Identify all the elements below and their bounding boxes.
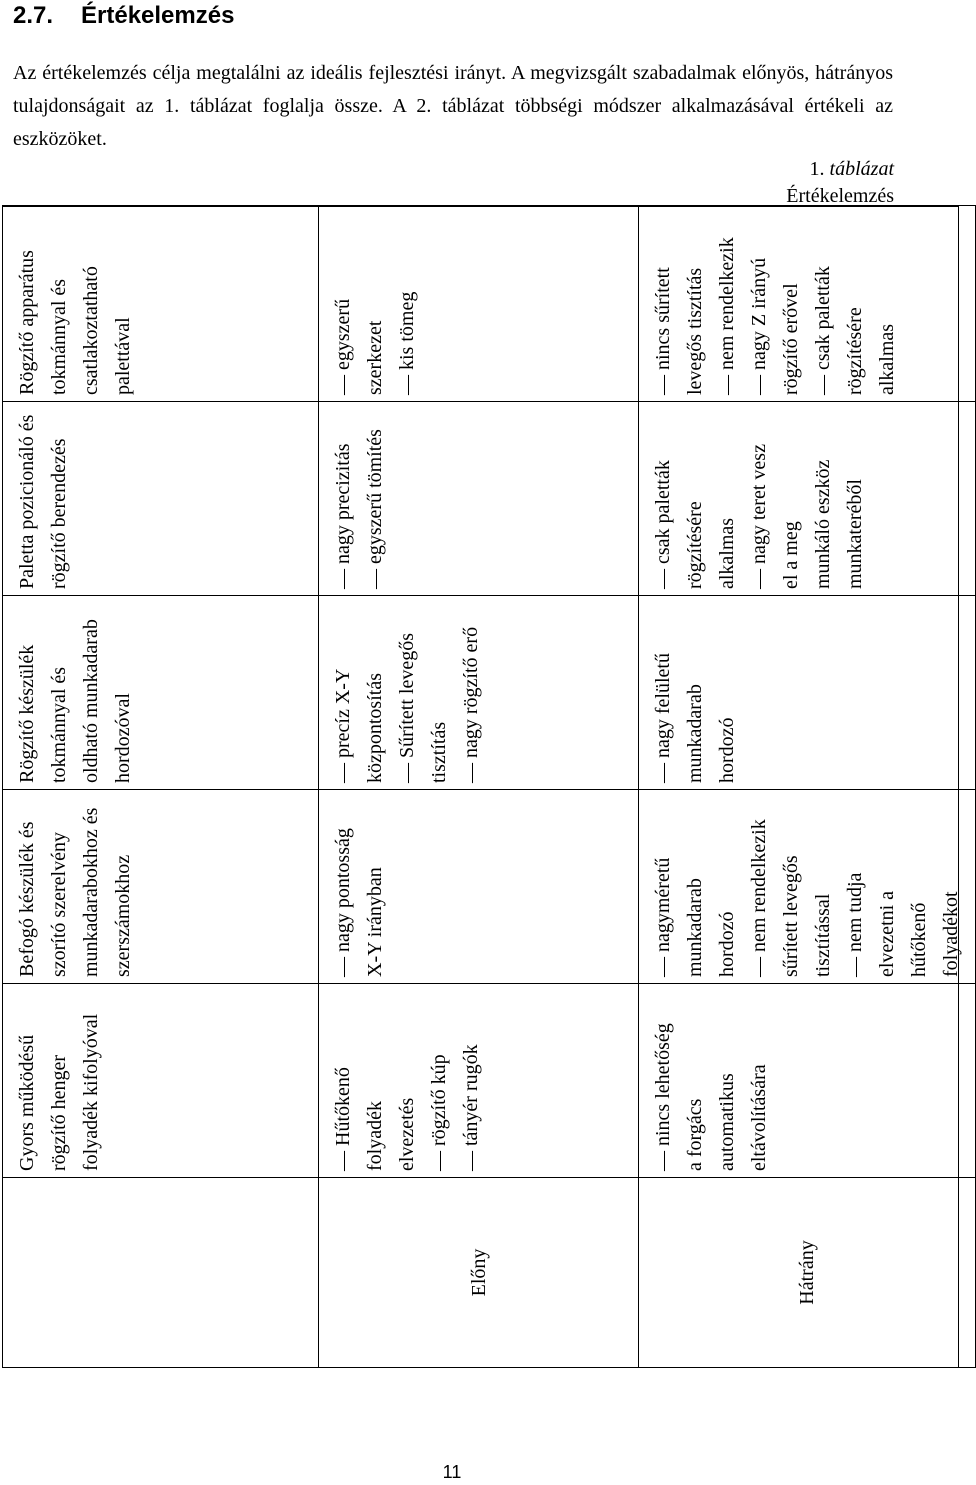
- table-cell: [639, 790, 976, 984]
- cell-line: szerkezet: [364, 320, 386, 395]
- cell-line: — precíz X-Y: [327, 602, 359, 783]
- cell-line: — nincs sűrített: [647, 212, 679, 395]
- cell-line: folyadék: [364, 1101, 386, 1171]
- cell-line: alkalmas: [716, 517, 738, 589]
- table-cell: [319, 206, 639, 402]
- table-cell: [319, 402, 639, 596]
- cell-line: központosítás: [364, 673, 386, 783]
- cell-line: hordozó: [716, 911, 738, 977]
- table-cell: [639, 206, 976, 402]
- header-row: [3, 206, 319, 1368]
- evaluation-table: [2, 205, 976, 1368]
- header-cell: Befogó készülék és szorító szerelvény munkadarabokhoz és szerszámokhoz: [3, 790, 319, 984]
- cell-line: munkateréből: [844, 479, 866, 589]
- cell-line: — tányér rugók: [455, 990, 487, 1171]
- cell-line: — nagyméretű: [647, 796, 679, 977]
- cell-line: — nagy teret vesz: [743, 408, 775, 589]
- section-title: Értékelemzés: [81, 2, 235, 29]
- advantage-row: [319, 206, 639, 1368]
- table-cell: [319, 596, 639, 790]
- header-cell: Rögzítő apparátus tokmánnyal és csatlakoztatható palettával: [3, 206, 319, 402]
- row-label-advantage: Előny: [319, 1178, 639, 1368]
- cell-line: — rögzítő kúp: [423, 990, 455, 1171]
- intro-paragraph: Az értékelemzés célja megtalálni az ideális fejlesztési irányt. A megvizsgált szabadalmak előnyös, hátrányos tulajdonságait az 1. táblázat foglalja össze. A 2. táblázat többségi módszer alkalmazásával értékeli az eszközöket.: [13, 62, 893, 150]
- cell-line: — nincs lehetőség: [647, 990, 679, 1171]
- cell-line: — csak paletták: [647, 408, 679, 589]
- caption-title: Értékelemzés: [786, 185, 894, 207]
- table-cell: [639, 984, 976, 1178]
- header-corner-cell: [3, 1178, 319, 1368]
- cell-line: munkáló eszköz: [812, 459, 834, 589]
- cell-line: — nem rendelkezik: [711, 212, 743, 395]
- cell-line: munkadarab: [684, 684, 706, 783]
- cell-line: X-Y irányban: [364, 867, 386, 977]
- cell-line: — nem tudja: [839, 796, 871, 977]
- header-cell: Paletta pozicionáló és rögzítő berendezés: [3, 402, 319, 596]
- cell-line: levegős tisztítás: [684, 267, 706, 395]
- cell-line: elvezetés: [396, 1097, 418, 1171]
- cell-line: munkadarab: [684, 878, 706, 977]
- disadvantage-row: [639, 206, 976, 1368]
- cell-line: — nagy rögzítő erő: [455, 602, 487, 783]
- section-heading: [13, 2, 234, 30]
- cell-line: rögzítő erővel: [780, 283, 802, 395]
- cell-line: a forgács: [684, 1098, 706, 1171]
- cell-line: — csak paletták: [807, 212, 839, 395]
- table-cell: [319, 790, 639, 984]
- table-cell: [319, 984, 639, 1178]
- cell-line: hordozó: [716, 717, 738, 783]
- page-number: 11: [442, 1462, 462, 1482]
- table-caption: [786, 156, 894, 210]
- cell-line: — nagy felületű: [647, 602, 679, 783]
- cell-line: — Hűtőkenő: [327, 990, 359, 1171]
- caption-number: 1.: [809, 158, 825, 180]
- cell-line: — nagy pontosság: [327, 796, 359, 977]
- header-cell: Rögzítő készülék tokmánnyal és oldható munkadarab hordozóval: [3, 596, 319, 790]
- cell-line: tisztítás: [428, 721, 450, 783]
- section-number: 2.7.: [13, 2, 54, 29]
- cell-line: el a meg: [780, 521, 802, 589]
- cell-line: alkalmas: [876, 323, 898, 395]
- table-cell: [639, 596, 976, 790]
- cell-line: — nagy precizitás: [327, 408, 359, 589]
- rotated-table-container: [2, 206, 962, 1368]
- cell-line: — kis tömeg: [391, 212, 423, 395]
- row-label-disadvantage: Hátrány: [639, 1178, 976, 1368]
- cell-line: eltávolítására: [748, 1064, 770, 1171]
- cell-line: — nagy Z irányú: [743, 212, 775, 395]
- cell-line: rögzítésére: [844, 307, 866, 395]
- cell-line: hűtőkenő: [908, 902, 930, 977]
- cell-line: tisztítással: [812, 893, 834, 977]
- rotated-table-wrapper: [2, 206, 962, 1368]
- cell-line: folyadékot: [940, 891, 962, 977]
- header-cell: Gyors működésű rögzítő henger folyadék kifolyóval: [3, 984, 319, 1178]
- cell-line: — egyszerű: [327, 212, 359, 395]
- cell-line: rögzítésére: [684, 501, 706, 589]
- cell-line: — Sűrített levegős: [391, 602, 423, 783]
- cell-line: sűrített levegős: [780, 855, 802, 977]
- cell-line: — nem rendelkezik: [743, 796, 775, 977]
- table-cell: [639, 402, 976, 596]
- cell-line: elvezetni a: [876, 890, 898, 977]
- cell-line: automatikus: [716, 1073, 738, 1171]
- caption-word: táblázat: [829, 158, 894, 180]
- cell-line: — egyszerű tömítés: [359, 408, 391, 589]
